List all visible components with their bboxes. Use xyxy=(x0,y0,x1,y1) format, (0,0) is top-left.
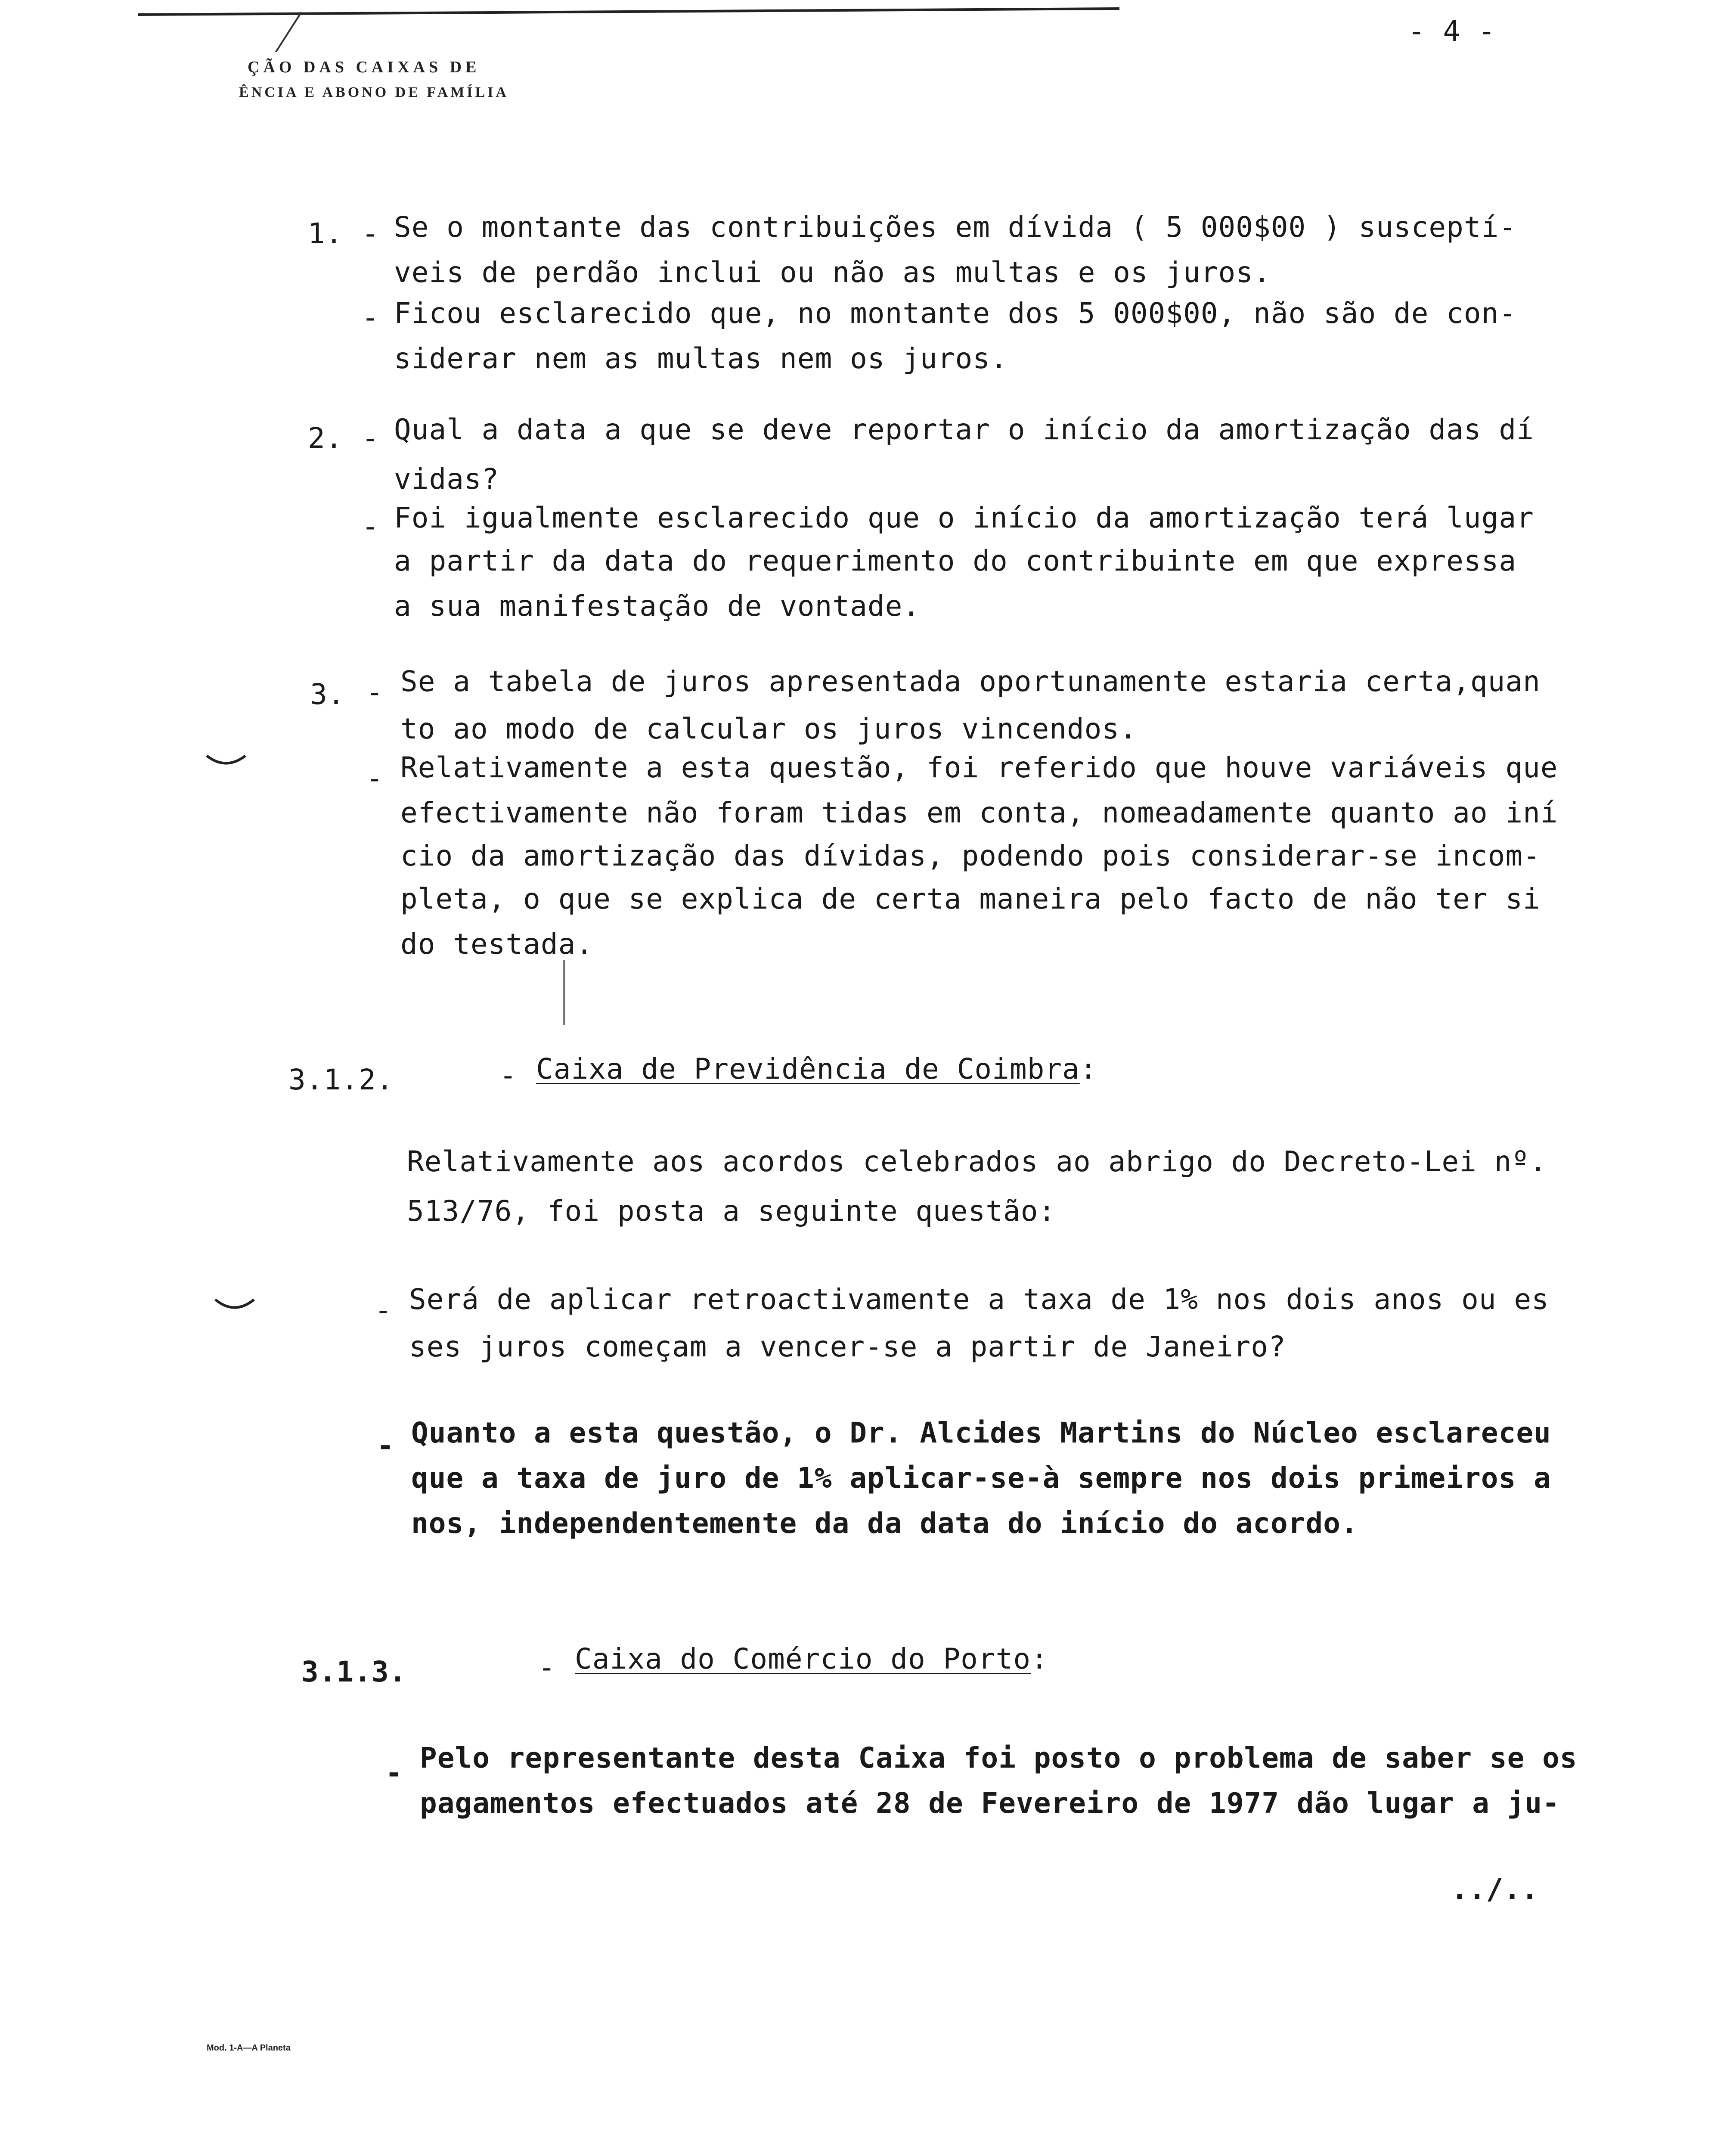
continuation-mark: ../.. xyxy=(1451,1873,1539,1906)
dash: - xyxy=(362,422,379,455)
item-number: 3. xyxy=(310,678,345,711)
answer-line: a partir da data do requerimento do contribuinte em que expressa xyxy=(394,544,1517,577)
dash: - xyxy=(377,1429,394,1462)
dash: - xyxy=(366,762,384,795)
question-line: Se o montante das contribuições em dívida ( 5 000$00 ) susceptí- xyxy=(394,211,1517,244)
section-title-dash: - xyxy=(499,1059,517,1092)
answer-line: siderar nem as multas nem os juros. xyxy=(394,342,1008,375)
dash: - xyxy=(385,1756,403,1790)
section-title: Caixa de Previdência de Coimbra: xyxy=(536,1052,1097,1086)
answer-line: cio da amortização das dívidas, podendo pois considerar-se incom- xyxy=(400,839,1541,872)
answer-line: Foi igualmente esclarecido que o início da amortização terá lugar xyxy=(394,501,1534,534)
question-line: Se a tabela de juros apresentada oportunamente estaria certa,quan xyxy=(400,665,1541,698)
question-line: Qual a data a que se deve reportar o início da amortização das dí xyxy=(394,413,1534,446)
answer-line: nos, independentemente da da data do início do acordo. xyxy=(411,1507,1358,1540)
answer-line: Ficou esclarecido que, no montante dos 5 000$00, não são de con- xyxy=(394,297,1517,330)
section-title-text: Caixa do Comércio do Porto xyxy=(575,1642,1031,1675)
paragraph-line: Pelo representante desta Caixa foi posto o problema de saber se os xyxy=(420,1741,1578,1775)
section-number: 3.1.2. xyxy=(288,1063,394,1096)
letterhead-line-1: ÇÃO DAS CAIXAS DE xyxy=(248,58,480,76)
section-title: Caixa do Comércio do Porto: xyxy=(575,1642,1048,1675)
page-number: - 4 - xyxy=(1408,15,1496,48)
answer-line: do testada. xyxy=(400,928,594,961)
dash: - xyxy=(375,1294,392,1327)
question-line: vidas? xyxy=(394,462,499,496)
margin-tick-mark xyxy=(202,747,254,782)
question-line: to ao modo de calcular os juros vincendos. xyxy=(400,712,1137,745)
answer-line: que a taxa de juro de 1% aplicar-se-à sempre nos dois primeiros a xyxy=(411,1461,1551,1495)
paragraph-line: 513/76, foi posta a seguinte questão: xyxy=(407,1194,1056,1228)
item-number: 1. xyxy=(308,217,343,250)
dash: - xyxy=(362,510,379,543)
question-line: ses juros começam a vencer-se a partir de Janeiro? xyxy=(409,1330,1286,1363)
answer-line: Quanto a esta questão, o Dr. Alcides Martins do Núcleo esclareceu xyxy=(411,1416,1551,1449)
question-line: veis de perdão inclui ou não as multas e os juros. xyxy=(394,256,1271,289)
answer-line: a sua manifestação de vontade. xyxy=(394,589,921,623)
letterhead-line-2: ÊNCIA E ABONO DE FAMÍLIA xyxy=(239,84,509,100)
dash: - xyxy=(362,217,379,250)
answer-line: pleta, o que se explica de certa maneira pelo facto de não ter si xyxy=(400,882,1541,915)
answer-line: Relativamente a esta questão, foi referido que houve variáveis que xyxy=(400,751,1558,784)
question-line: Será de aplicar retroactivamente a taxa de 1% nos dois anos ou es xyxy=(409,1283,1549,1316)
margin-tick-mark xyxy=(211,1292,263,1326)
correction-stroke xyxy=(560,960,568,1029)
form-code: Mod. 1-A—A Planeta xyxy=(207,2043,291,2053)
answer-line: efectivamente não foram tidas em conta, nomeadamente quanto ao iní xyxy=(400,796,1558,829)
section-number: 3.1.3. xyxy=(301,1655,407,1688)
paragraph-line: Relativamente aos acordos celebrados ao abrigo do Decreto-Lei nº. xyxy=(407,1145,1547,1178)
item-number: 2. xyxy=(308,422,343,455)
section-title-dash: - xyxy=(538,1651,556,1684)
section-title-text: Caixa de Previdência de Coimbra xyxy=(536,1052,1080,1086)
dash: - xyxy=(362,301,379,334)
dash: - xyxy=(366,676,384,709)
paragraph-line: pagamentos efectuados até 28 de Fevereiro de 1977 dão lugar a ju- xyxy=(420,1787,1560,1820)
